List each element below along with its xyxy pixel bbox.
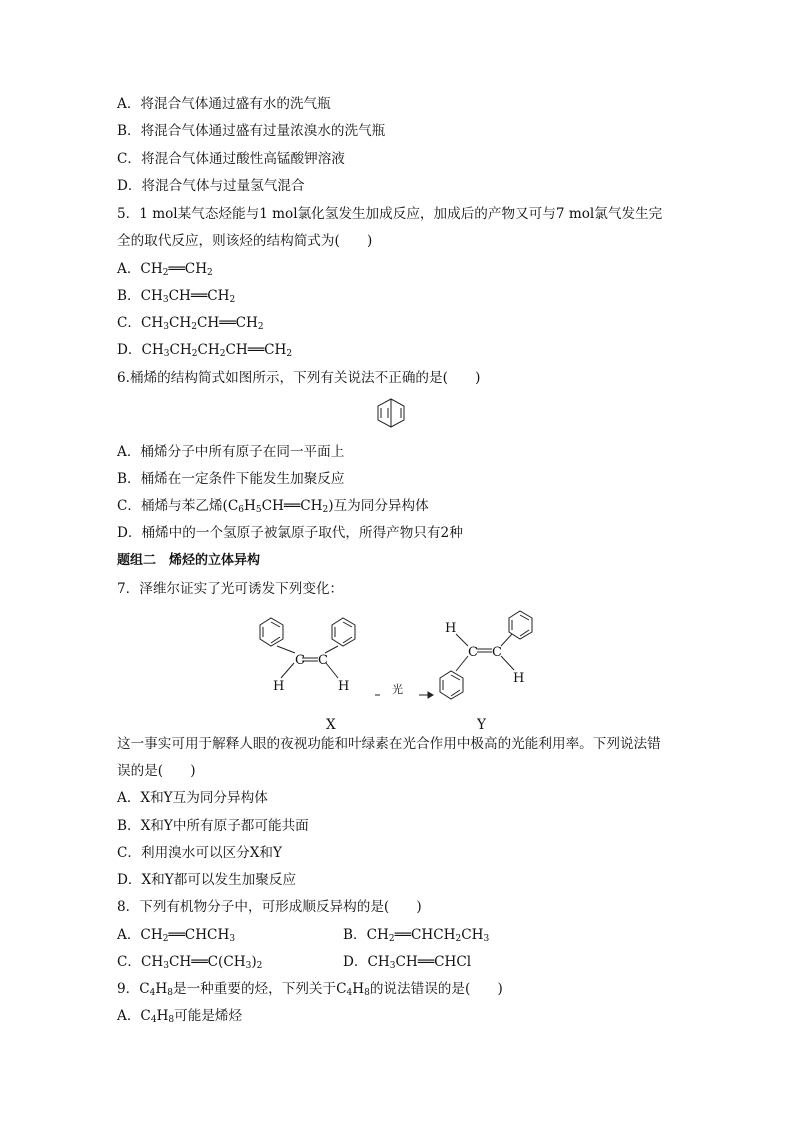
q4-option-c: C．将混合气体通过酸性高锰酸钾溶液 (117, 151, 345, 167)
q9-stem: 9．$C_4H_8$是一种重要的烃，下列关于$C_4H_8$的说法错误的是( ) (117, 981, 503, 998)
q6-stem: 6.桶烯的结构简式如图所示，下列有关说法不正确的是( ) (117, 370, 481, 386)
q8-stem: 8．下列有机物分子中，可形成顺反异构的是( ) (117, 899, 422, 915)
label-y: Y (477, 717, 486, 733)
q6-option-d: D．桶烯中的一个氢原子被氯原子取代，所得产物只有2种 (117, 525, 463, 541)
q8-option-b: B．$CH_2══CHCH_2CH_3$ (343, 927, 490, 944)
q5-option-c: C．$CH_3CH_2CH══CH_2$ (117, 315, 264, 332)
x-carbon-right: C (318, 653, 328, 668)
q5-option-a: A．$CH_2══CH_2$ (117, 261, 213, 278)
q5-option-d: D．$CH_3CH_2CH_2CH══CH_2$ (117, 342, 293, 359)
q8-option-d: D．$CH_3CH══CHCl$ (343, 954, 472, 971)
q7-para-line1: 这一事实可用于解释人眼的夜视功能和叶绿素在光合作用中极高的光能利用率。下列说法错 (117, 736, 661, 752)
q7-reaction-figure (240, 608, 570, 728)
q7-stem: 7．泽维尔证实了光可诱发下列变化： (117, 581, 344, 597)
y-hydrogen-top: H (445, 621, 457, 636)
x-hydrogen-right: H (338, 679, 350, 694)
section-title: 题组二 烯烃的立体异构 (117, 553, 261, 568)
label-x: X (326, 717, 336, 733)
q9-option-a: A．$C_4H_8$可能是烯烃 (117, 1008, 243, 1025)
x-hydrogen-left: H (273, 679, 285, 694)
q5-stem-line2: 全的取代反应，则该烃的结构简式为( ) (117, 233, 373, 249)
q7-para-line2: 误的是( ) (117, 763, 196, 779)
q5-stem-line1: 5．1 mol某气态烃能与1 mol氯化氢发生加成反应，加成后的产物又可与7 mol氯气发生完 (117, 206, 663, 222)
q7-option-d: D．X和Y都可以发生加聚反应 (117, 872, 297, 888)
x-carbon-left: C (295, 653, 305, 668)
q7-option-c: C．利用溴水可以区分X和Y (117, 845, 282, 861)
q6-option-c: C．桶烯与苯乙烯$(C_6H_5CH══CH_2)$互为同分异构体 (117, 498, 429, 515)
y-carbon-left: C (468, 645, 478, 660)
q5-option-b: B．$CH_3CH══CH_2$ (117, 288, 236, 305)
q4-option-d: D．将混合气体与过量氢气混合 (117, 178, 305, 194)
arrow-label: 光 (392, 683, 403, 696)
q8-option-a: A．$CH_2══CHCH_3$ (117, 927, 236, 944)
q6-option-a: A．桶烯分子中所有原子在同一平面上 (117, 444, 345, 460)
barrelene-structure (375, 398, 407, 428)
q4-option-b: B．将混合气体通过盛有过量浓溴水的洗气瓶 (117, 123, 386, 139)
q8-option-c: C．$CH_3CH══C(CH_3)_2$ (117, 954, 263, 971)
q6-option-b: B．桶烯在一定条件下能发生加聚反应 (117, 471, 345, 487)
y-hydrogen-bottom: H (513, 671, 525, 686)
q7-option-a: A．X和Y互为同分异构体 (117, 790, 268, 806)
q7-option-b: B．X和Y中所有原子都可能共面 (117, 818, 309, 834)
q4-option-a: A．将混合气体通过盛有水的洗气瓶 (117, 96, 331, 112)
y-carbon-right: C (492, 645, 502, 660)
